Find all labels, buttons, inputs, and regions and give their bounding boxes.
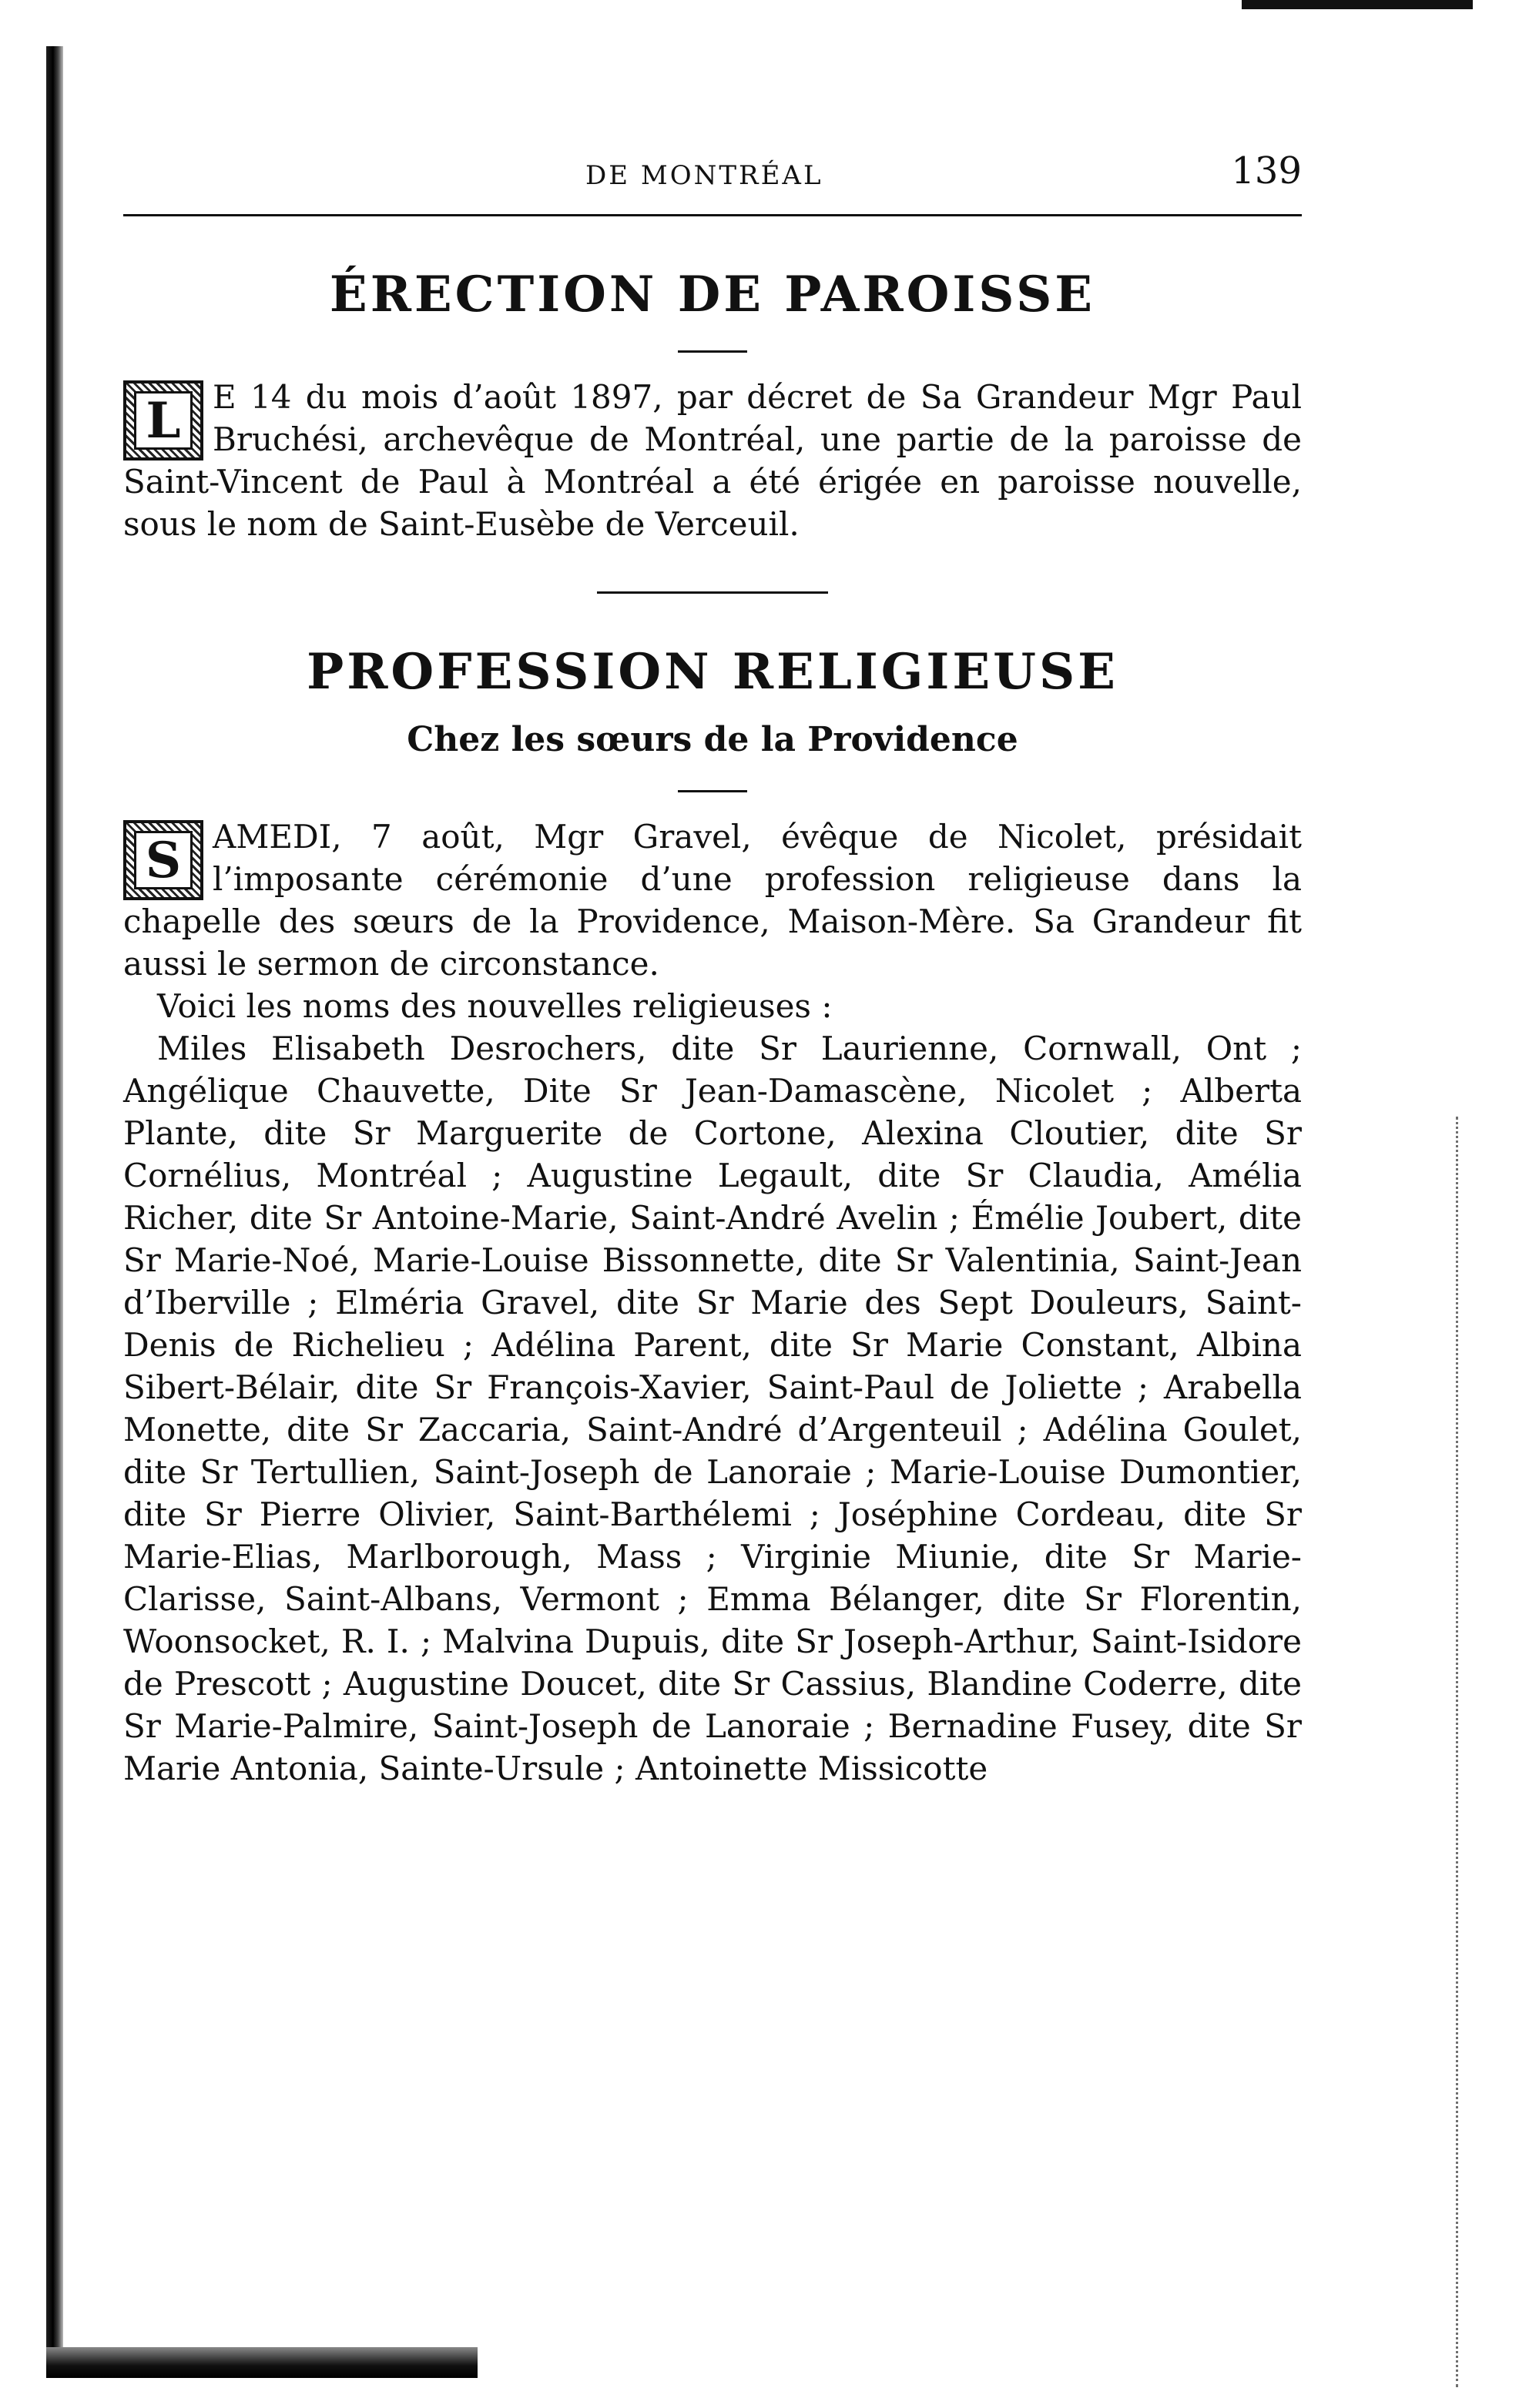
drop-cap-letter: S xyxy=(134,831,193,889)
drop-cap-l xyxy=(123,380,203,461)
section-divider xyxy=(597,591,828,594)
running-title: DE MONTRÉAL xyxy=(585,160,823,191)
page-number: 139 xyxy=(1231,149,1302,193)
paragraph-names-list: Miles Elisabeth Desrochers, dite Sr Laurienne, Cornwall, Ont ; Angélique Chauvette, Dite Sr Jean-Damascène, Nicolet ; Alberta Plante, dite Sr Marguerite de Cortone, Alexina Cloutier, dite Sr Cornélius, Montréal ; Augustine Legault, dite Sr Claudia, Amélia Richer, dite Sr Antoine-Marie, Saint-André Avelin ; Émélie Joubert, dite Sr Marie-Noé, Marie-Louise Bissonnette, dite Sr Valentinia, Saint-Jean d’Iberville ; Elméria Gravel, dite Sr Marie des Sept Douleurs, Saint-Denis de Richelieu ; Adélina Parent, dite Sr Marie Constant, Albina Sibert-Bélair, dite Sr François-Xavier, Saint-Paul de Joliette ; Arabella Monette, dite Sr Zaccaria, Saint-André d’Argenteuil ; Adélina Goulet, dite Sr Tertullien, Saint-Joseph de Lanoraie ; Marie-Louise Dumontier, dite Sr Pierre Olivier, Saint-Barthélemi ; Joséphine Cordeau, dite Sr Marie-Elias, Marlborough, Mass ; Virginie Miunie, dite Sr Marie-Clarisse, Saint-Albans, Vermont ; Emma Bélanger, dite Sr Florentin, Woonsocket, R. I. ; Malvina Dupuis, dite Sr Joseph-Arthur, Saint-Isidore de Prescott ; Augustine Doucet, dite Sr Cassius, Blandine Coderre, dite Sr Marie-Palmire, Saint-Joseph de Lanoraie ; Bernadine Fusey, dite Sr Marie Antonia, Sainte-Ursule ; Antoinette Missicotte xyxy=(123,1030,1302,1787)
section-heading-profession: PROFESSION RELIGIEUSE xyxy=(307,643,1118,701)
paragraph-text: E 14 du mois d’août 1897, par décret de Sa Grandeur Mgr Paul Bruchési, archevêque de Montréal, une partie de la paroisse de Saint-Vincent de Paul à Montréal a été érigée en paroisse nouvelle, sous le nom de Saint-Eusèbe de Verceuil. xyxy=(123,378,1302,543)
book-page xyxy=(123,139,1302,1790)
drop-cap-s xyxy=(123,820,203,900)
subheading-rule xyxy=(678,790,747,792)
scan-edge-right xyxy=(1456,1117,1477,2387)
section-heading-erection: ÉRECTION DE PAROISSE xyxy=(329,266,1096,323)
paragraph-text: AMEDI, 7 août, Mgr Gravel, évêque de Nicolet, présidait l’imposante cérémonie d’une profession religieuse dans la chapelle des sœurs de la Providence, Maison-Mère. Sa Grandeur fit aussi le sermon de circonstance. xyxy=(123,818,1302,983)
subheading-providence: Chez les sœurs de la Providence xyxy=(407,720,1018,759)
running-header xyxy=(123,139,1302,208)
drop-cap-letter: L xyxy=(134,391,193,450)
scan-edge-bottom xyxy=(46,2347,478,2378)
paragraph-erection xyxy=(123,376,1302,545)
paragraph-samedi xyxy=(123,816,1302,985)
scan-edge-left xyxy=(46,46,63,2372)
header-rule xyxy=(123,214,1302,216)
paragraph-voici: Voici les noms des nouvelles religieuses : xyxy=(157,987,833,1025)
heading-rule xyxy=(678,350,747,353)
scan-edge-top xyxy=(1242,0,1473,9)
